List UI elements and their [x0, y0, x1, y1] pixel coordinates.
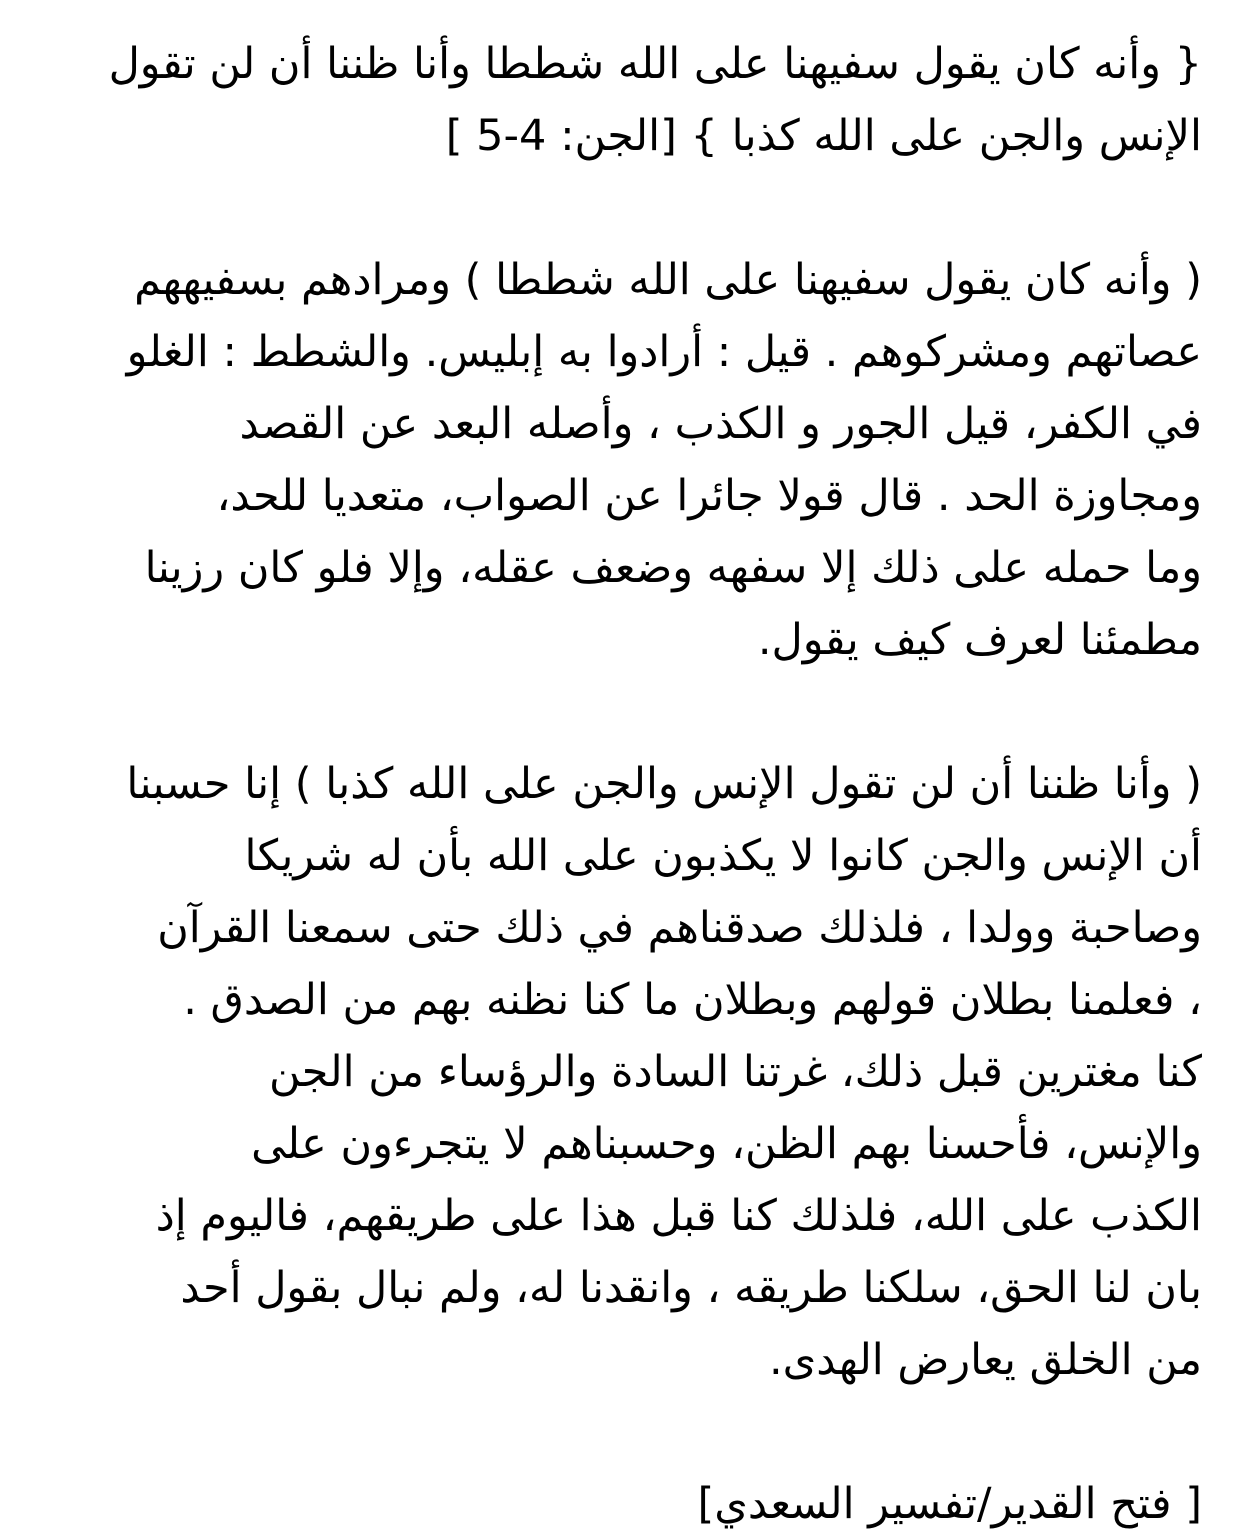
- text-line: وصاحبة وولدا ، فلذلك صدقناهم في ذلك حتى سمعنا القرآن: [157, 903, 1202, 953]
- text-line: ( وأنا ظننا أن لن تقول الإنس والجن على الله كذبا ) إنا حسبنا: [126, 759, 1202, 809]
- source-citation: [40, 1468, 1202, 1540]
- text-line: أن الإنس والجن كانوا لا يكذبون على الله بأن له شريكا: [244, 831, 1202, 881]
- text-line: عصاتهم ومشركوهم . قيل : أرادوا به إبليس. والشطط : الغلو: [126, 327, 1202, 377]
- text-line: الإنس والجن على الله كذبا } [الجن: 4-5 ]: [445, 111, 1202, 161]
- commentary-paragraph-1: [40, 244, 1202, 676]
- document-body: [40, 28, 1202, 1540]
- paragraph-gap: [40, 676, 1202, 748]
- text-line: من الخلق يعارض الهدى.: [768, 1335, 1202, 1385]
- text-line: بان لنا الحق، سلكنا طريقه ، وانقدنا له، ولم نبال بقول أحد: [180, 1263, 1202, 1313]
- text-line: كنا مغترين قبل ذلك، غرتنا السادة والرؤساء من الجن: [269, 1047, 1202, 1097]
- text-line: ( وأنه كان يقول سفيهنا على الله شططا ) ومرادهم بسفيههم: [134, 255, 1202, 305]
- text-line: في الكفر، قيل الجور و الكذب ، وأصله البعد عن القصد: [239, 399, 1202, 449]
- text-line: ومجاوزة الحد . قال قولا جائرا عن الصواب، متعديا للحد،: [216, 471, 1202, 521]
- commentary-paragraph-2: [40, 748, 1202, 1396]
- text-line: { وأنه كان يقول سفيهنا على الله شططا وأنا ظننا أن لن تقول: [108, 39, 1202, 89]
- paragraph-gap: [40, 172, 1202, 244]
- paragraph-gap: [40, 1396, 1202, 1468]
- text-line: والإنس، فأحسنا بهم الظن، وحسبناهم لا يتجرءون على: [251, 1119, 1202, 1169]
- text-line: مطمئنا لعرف كيف يقول.: [757, 615, 1202, 665]
- text-line: الكذب على الله، فلذلك كنا قبل هذا على طريقهم، فاليوم إذ: [155, 1191, 1202, 1241]
- source-line: [ فتح القدير/تفسير السعدي]: [697, 1479, 1202, 1529]
- text-line: ، فعلمنا بطلان قولهم وبطلان ما كنا نظنه بهم من الصدق .: [183, 975, 1202, 1025]
- verse-paragraph: [40, 28, 1202, 172]
- text-line: وما حمله على ذلك إلا سفهه وضعف عقله، وإلا فلو كان رزينا: [144, 543, 1202, 593]
